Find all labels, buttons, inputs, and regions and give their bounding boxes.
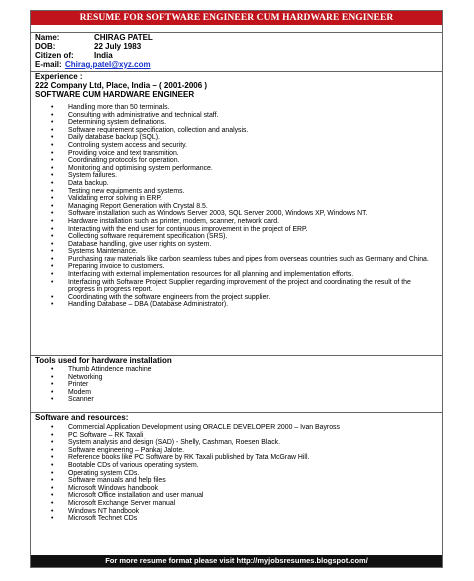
- bullet-icon: •: [51, 233, 54, 241]
- list-item: [31, 119, 435, 127]
- tools-list: [31, 366, 435, 404]
- list-item: [31, 492, 435, 500]
- bullet-icon: •: [51, 217, 54, 225]
- list-item: [31, 271, 435, 279]
- list-item-text: Software requirement specification, collection and analysis.: [68, 126, 249, 134]
- dob-label: DOB:: [35, 42, 56, 51]
- bullet-icon: •: [51, 179, 54, 187]
- bullet-icon: •: [51, 366, 54, 373]
- bullet-icon: •: [51, 515, 54, 523]
- list-item: [31, 188, 435, 196]
- list-item: [31, 508, 435, 516]
- bullet-icon: •: [51, 225, 54, 233]
- list-item: [31, 233, 435, 241]
- list-item-text: Determining system definations.: [68, 119, 167, 127]
- list-item: [31, 172, 435, 180]
- list-item-text: Modem: [68, 388, 91, 396]
- list-item: [31, 477, 435, 485]
- bullet-icon: •: [51, 396, 54, 404]
- bullet-icon: •: [51, 149, 54, 157]
- bullet-icon: •: [51, 157, 54, 165]
- bullet-icon: •: [51, 271, 54, 279]
- list-item-text: Controling system access and security.: [68, 141, 187, 149]
- list-item: [31, 248, 435, 256]
- list-item-text: Software engineering – Pankaj Jalote.: [68, 446, 185, 454]
- list-item-text: Software manuals and help files: [68, 477, 166, 485]
- list-item-text: Handling more than 50 terminals.: [68, 104, 170, 111]
- list-item-text: Commercial Application Development using ORACLE DEVELOPER 2000 – Ivan Bayross: [68, 424, 340, 431]
- bullet-icon: •: [51, 507, 54, 515]
- resume-document: [30, 10, 443, 568]
- bullet-icon: •: [51, 424, 54, 431]
- list-item: [31, 454, 435, 462]
- list-item-text: Monitoring and optimising system performance.: [68, 164, 213, 172]
- bullet-icon: •: [51, 499, 54, 507]
- list-item: [31, 439, 435, 447]
- list-item-text: Reference books like PC Software by RK Taxali published by Tata McGraw Hill.: [68, 454, 310, 462]
- bullet-icon: •: [51, 111, 54, 119]
- list-item-text: System failures.: [68, 172, 118, 180]
- bullet-icon: •: [51, 210, 54, 218]
- list-item: [31, 366, 435, 374]
- list-item-text: Hardware installation such as printer, modem, scanner, network card.: [68, 217, 280, 225]
- bullet-icon: •: [51, 126, 54, 134]
- list-item-text: Thumb Attindence machine: [68, 366, 152, 373]
- list-item: [31, 157, 435, 165]
- list-item: [31, 142, 435, 150]
- bullet-icon: •: [51, 293, 54, 301]
- name-label: Name:: [35, 33, 60, 42]
- bullet-icon: •: [51, 446, 54, 454]
- list-item: [31, 241, 435, 249]
- list-item: [31, 470, 435, 478]
- bullet-icon: •: [51, 492, 54, 500]
- dob-value: 22 July 1983: [94, 42, 142, 51]
- list-item: [31, 447, 435, 455]
- list-item: [31, 263, 435, 271]
- bullet-icon: •: [51, 461, 54, 469]
- list-item-text: Scanner: [68, 396, 94, 404]
- software-list: [31, 424, 435, 523]
- list-item: [31, 485, 435, 493]
- experience-role: SOFTWARE CUM HARDWARE ENGINEER: [35, 90, 195, 99]
- list-item-text: Printer: [68, 381, 89, 389]
- list-item: [31, 112, 435, 120]
- list-item-text: Operating system CDs.: [68, 469, 140, 477]
- list-item-text: Collecting software requirement specification (SRS).: [68, 233, 228, 241]
- bullet-icon: •: [51, 388, 54, 396]
- bullet-icon: •: [51, 439, 54, 447]
- list-item-text: Microsoft Office installation and user manual: [68, 492, 204, 500]
- email-label: E-mail:: [35, 60, 62, 69]
- bullet-icon: •: [51, 469, 54, 477]
- bullet-icon: •: [51, 240, 54, 248]
- list-item: [31, 294, 435, 302]
- list-item-text: Testing new equipments and systems.: [68, 187, 185, 195]
- list-item-text: Interacting with the end user for continuous improvement in the project of ERP.: [68, 225, 308, 233]
- bullet-icon: •: [51, 134, 54, 142]
- list-item: [31, 210, 435, 218]
- bullet-icon: •: [51, 195, 54, 203]
- list-item: [31, 218, 435, 226]
- list-item: [31, 424, 435, 432]
- list-item: [31, 195, 435, 203]
- bullet-icon: •: [51, 431, 54, 439]
- list-item-text: Database handling, give user rights on system.: [68, 240, 212, 248]
- list-item: [31, 432, 435, 440]
- bullet-icon: •: [51, 202, 54, 210]
- list-item-text: Coordinating protocols for operation.: [68, 157, 180, 165]
- list-item: [31, 226, 435, 234]
- list-item: [31, 256, 435, 264]
- bullet-icon: •: [51, 484, 54, 492]
- list-item-text: Microsoft Exchange Server manual: [68, 499, 176, 507]
- divider: [31, 71, 442, 72]
- bullet-icon: •: [51, 141, 54, 149]
- tools-heading: Tools used for hardware installation: [35, 356, 172, 365]
- software-heading: Software and resources:: [35, 413, 129, 422]
- list-item-text: Bootable CDs of various operating system.: [68, 461, 199, 469]
- list-item-text: Managing Report Generation with Crystal 8.5.: [68, 202, 208, 210]
- bullet-icon: •: [51, 255, 54, 263]
- list-item-text: Providing voice and text transmition.: [68, 149, 179, 157]
- bullet-icon: •: [51, 119, 54, 127]
- list-item-text: PC Software – RK Taxali: [68, 431, 144, 439]
- email-link[interactable]: Chirag.patel@xyz.com: [65, 60, 151, 69]
- resume-title: RESUME FOR SOFTWARE ENGINEER CUM HARDWARE ENGINEER: [31, 11, 442, 25]
- bullet-icon: •: [51, 263, 54, 271]
- list-item: [31, 180, 435, 188]
- bullet-icon: •: [51, 278, 54, 286]
- list-item-text: Purchasing raw materials like carbon seamless tubes and pipes from overseas countries such as Germany and China.: [68, 255, 429, 263]
- list-item-text: Microsoft Windows handbook: [68, 484, 159, 492]
- list-item: [31, 279, 435, 294]
- list-item-text: Interfacing with Software Project Supplier regarding improvement of the project and coordinating the result of the progress in progress report.: [68, 278, 411, 294]
- bullet-icon: •: [51, 381, 54, 389]
- citizen-value: India: [94, 51, 113, 60]
- bullet-icon: •: [51, 373, 54, 381]
- bullet-icon: •: [51, 477, 54, 485]
- bullet-icon: •: [51, 104, 54, 111]
- list-item: [31, 381, 435, 389]
- list-item-text: System analysis and design (SAD) - Shelly, Cashman, Roesen Black.: [68, 439, 281, 447]
- list-item: [31, 127, 435, 135]
- list-item: [31, 374, 435, 382]
- bullet-icon: •: [51, 248, 54, 256]
- experience-heading: Experience :: [35, 72, 83, 81]
- citizen-label: Citizen of:: [35, 51, 74, 60]
- list-item-text: Validating error solving in ERP.: [68, 195, 162, 203]
- experience-list: [31, 104, 435, 309]
- list-item-text: Data backup.: [68, 179, 109, 187]
- footer-link[interactable]: For more resume format please visit http://myjobsresumes.blogspot.com/: [31, 555, 442, 567]
- list-item: [31, 134, 435, 142]
- list-item: [31, 165, 435, 173]
- list-item: [31, 389, 435, 397]
- list-item: [31, 396, 435, 404]
- list-item-text: Networking: [68, 373, 103, 381]
- bullet-icon: •: [51, 164, 54, 172]
- list-item: [31, 104, 435, 112]
- list-item: [31, 150, 435, 158]
- list-item: [31, 462, 435, 470]
- list-item-text: Systems Maintenance.: [68, 248, 138, 256]
- list-item: [31, 301, 435, 309]
- bullet-icon: •: [51, 301, 54, 309]
- list-item-text: Handling Database – DBA (Database Administrator).: [68, 301, 229, 309]
- list-item-text: Interfacing with external implementation resources for all planning and implementation efforts.: [68, 271, 354, 279]
- list-item-text: Daily database backup (SQL).: [68, 134, 160, 142]
- experience-company: 222 Company Ltd, Place, India – ( 2001-2006 ): [35, 81, 208, 90]
- list-item-text: Microsoft Technet CDs: [68, 515, 138, 523]
- bullet-icon: •: [51, 187, 54, 195]
- list-item: [31, 500, 435, 508]
- list-item-text: Preparing invoice to customers.: [68, 263, 165, 271]
- bullet-icon: •: [51, 172, 54, 180]
- list-item-text: Software installation such as Windows Server 2003, SQL Server 2000, Windows XP, Windows NT.: [68, 210, 368, 218]
- list-item-text: Windows NT handbook: [68, 507, 140, 515]
- divider: [31, 32, 442, 33]
- list-item: [31, 515, 435, 523]
- name-value: CHIRAG PATEL: [94, 33, 153, 42]
- bullet-icon: •: [51, 454, 54, 462]
- list-item-text: Consulting with administrative and technical staff.: [68, 111, 219, 119]
- list-item-text: Coordinating with the software engineers from the project supplier.: [68, 293, 271, 301]
- list-item: [31, 203, 435, 211]
